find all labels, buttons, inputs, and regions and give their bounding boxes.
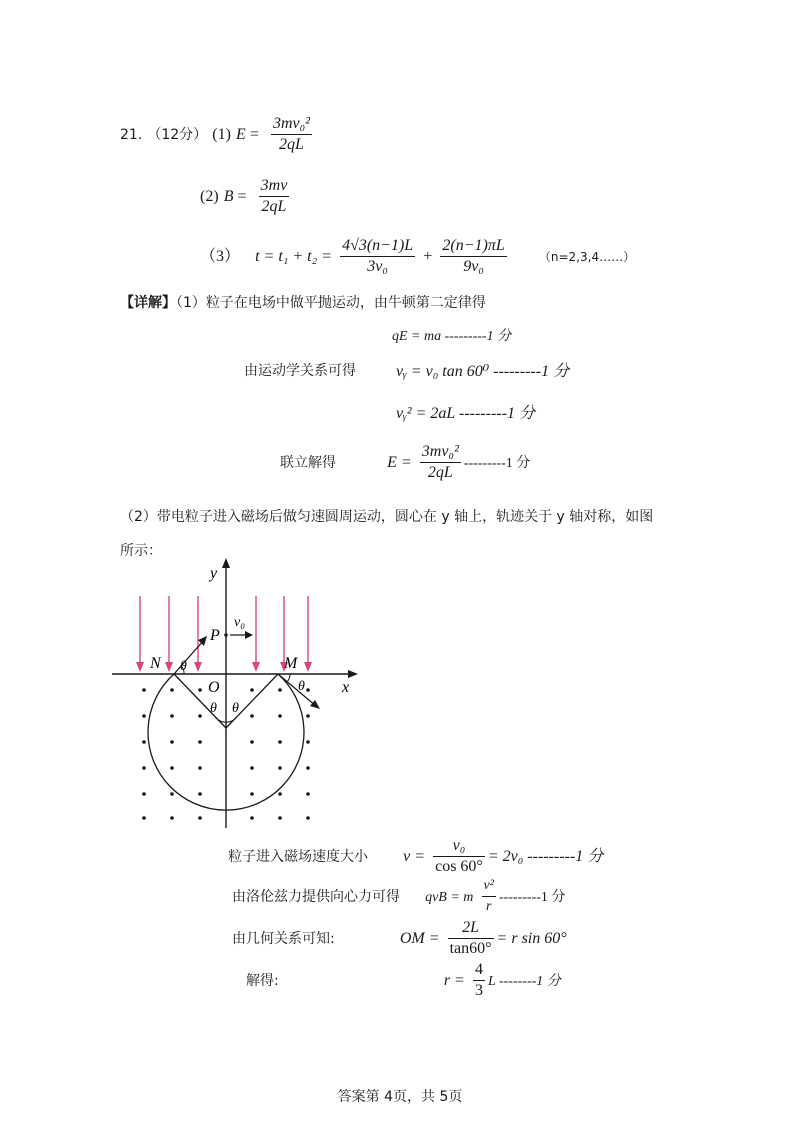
- velocity-at-N: [174, 640, 204, 674]
- point-P: [224, 633, 228, 637]
- field-dot: [250, 740, 254, 744]
- label-x: x: [342, 679, 350, 696]
- field-dot: [250, 714, 254, 718]
- lorentz-label: 由洛伦兹力提供向心力可得: [232, 889, 400, 905]
- field-dot: [142, 766, 146, 770]
- detail-tag: 【详解】: [120, 295, 176, 311]
- y-axis-arrow: [222, 558, 230, 568]
- field-dot: [198, 766, 202, 770]
- kinematics-label: 由运动学关系可得: [244, 363, 356, 379]
- fraction-E: $\frac{\text{3mv₀²}}{2qL}$: [272, 115, 310, 153]
- field-dot: [278, 740, 282, 744]
- field-dot: [142, 688, 146, 692]
- field-dot: [306, 792, 310, 796]
- field-dot: [250, 688, 254, 692]
- x-axis-arrow: [348, 670, 358, 678]
- magnetic-field-diagram: [112, 556, 372, 836]
- detail-part2-intro: （2）带电粒子进入磁场后做匀速圆周运动，圆心在 y 轴上，轨迹关于 y 轴对称，如图: [120, 509, 654, 525]
- label-M: M: [284, 655, 298, 672]
- eq-newton: qE = ma ---------1 分: [392, 329, 512, 344]
- eq-E-result: 联立解得 E = $\frac{\text{3mv₀²}}{2qL}$ ---------1 分: [280, 443, 531, 481]
- field-dot: [142, 816, 146, 820]
- label-O: O: [208, 679, 220, 696]
- field-dot: [306, 816, 310, 820]
- fraction-B: $\frac{3mv}{2qL}$: [260, 177, 288, 215]
- geometry-label: 由几何关系可知:: [232, 931, 335, 947]
- field-dot: [198, 816, 202, 820]
- field-dot: [170, 688, 174, 692]
- field-line-arrowhead: [165, 662, 173, 672]
- eq-radius: 解得: r = $\frac{4}{3}$ L --------1 分: [246, 961, 561, 999]
- speed-label: 粒子进入磁场速度大小: [228, 849, 368, 865]
- v0-arrow-head: [245, 631, 253, 639]
- fraction-t2: $\frac{2(n-1)\pi L}{\text{9v₀}}$: [442, 237, 505, 275]
- eq-lorentz: 由洛伦兹力提供向心力可得 qvB = m $\frac{\text{v²}}{r}$ ---------1 分: [232, 878, 566, 914]
- theta-N: θ: [180, 659, 187, 674]
- field-dot: [170, 816, 174, 820]
- velocity-at-M-arrow: [310, 700, 320, 709]
- field-dot: [278, 792, 282, 796]
- field-dot: [198, 740, 202, 744]
- label-y: y: [210, 565, 218, 582]
- theta-center-left: θ: [210, 701, 217, 716]
- field-dot: [250, 792, 254, 796]
- problem-points: （12分）: [147, 127, 208, 143]
- field-dot: [170, 766, 174, 770]
- page-footer: 答案第 4页，共 5页: [337, 1089, 463, 1105]
- field-line-arrowhead: [304, 662, 312, 672]
- field-dot: [142, 714, 146, 718]
- field-line-arrowhead: [252, 662, 260, 672]
- field-dot: [306, 688, 310, 692]
- field-dot: [278, 688, 282, 692]
- field-dot: [198, 688, 202, 692]
- fraction-t1: $\frac{4√3(n-1)L}{\text{3v₀}}$: [342, 237, 414, 275]
- answer-line-3: （3） t = t₁ + t₂ = $\frac{4√3(n-1)L}{\text{3v₀}}$ + $\frac{2(n-1)\pi L}{\text{9v₀}}$ （n=2,3,4……）: [200, 237, 636, 275]
- detail-part2-cont: 所示：: [120, 543, 162, 559]
- field-line-arrowhead: [136, 662, 144, 672]
- field-dot: [170, 714, 174, 718]
- detail-part1-intro: 【详解】（1）粒子在电场中做平抛运动，由牛顿第二定律得: [120, 295, 486, 311]
- field-dot: [142, 792, 146, 796]
- field-dot: [278, 766, 282, 770]
- combine-label: 联立解得: [280, 455, 336, 471]
- eq-vy-squared: vᵧ² = 2aL ---------1 分: [396, 405, 535, 422]
- field-dot: [198, 792, 202, 796]
- field-dot: [306, 714, 310, 718]
- answer-line-2: (2) B = $\frac{3mv}{2qL}$: [200, 177, 288, 215]
- theta-M: θ: [298, 679, 305, 694]
- field-dot: [306, 740, 310, 744]
- eq-vy: vᵧ = v₀ tan 60⁰ ---------1 分: [396, 363, 570, 380]
- answer-line-1: 21. （12分） (1) E = $\frac{\text{3mv₀²}}{2qL}$: [120, 115, 310, 153]
- field-dot: [170, 740, 174, 744]
- theta-center-right: θ: [232, 701, 239, 716]
- field-dot: [306, 766, 310, 770]
- field-dot: [198, 714, 202, 718]
- field-dot: [250, 816, 254, 820]
- label-P: P: [210, 627, 220, 644]
- field-dot: [170, 792, 174, 796]
- eq-geometry: 由几何关系可知: OM = $\frac{2L}{\tan 60^\circ}$ = r sin 60°: [232, 919, 567, 957]
- field-line-arrowhead: [194, 662, 202, 672]
- field-dot: [142, 740, 146, 744]
- label-v0: v₀: [234, 615, 246, 630]
- eq-entry-speed: 粒子进入磁场速度大小 v = $\frac{\text{v₀}}{\cos 60^\circ}$ = 2v₀ ---------1 分: [228, 837, 604, 875]
- label-N: N: [150, 655, 161, 672]
- angle-arc-M: [287, 674, 290, 682]
- n-range: （n=2,3,4……）: [538, 250, 636, 264]
- solve-label: 解得:: [246, 973, 279, 989]
- field-dot: [278, 714, 282, 718]
- field-dot: [250, 766, 254, 770]
- problem-number: 21.: [120, 127, 143, 143]
- field-dot: [278, 816, 282, 820]
